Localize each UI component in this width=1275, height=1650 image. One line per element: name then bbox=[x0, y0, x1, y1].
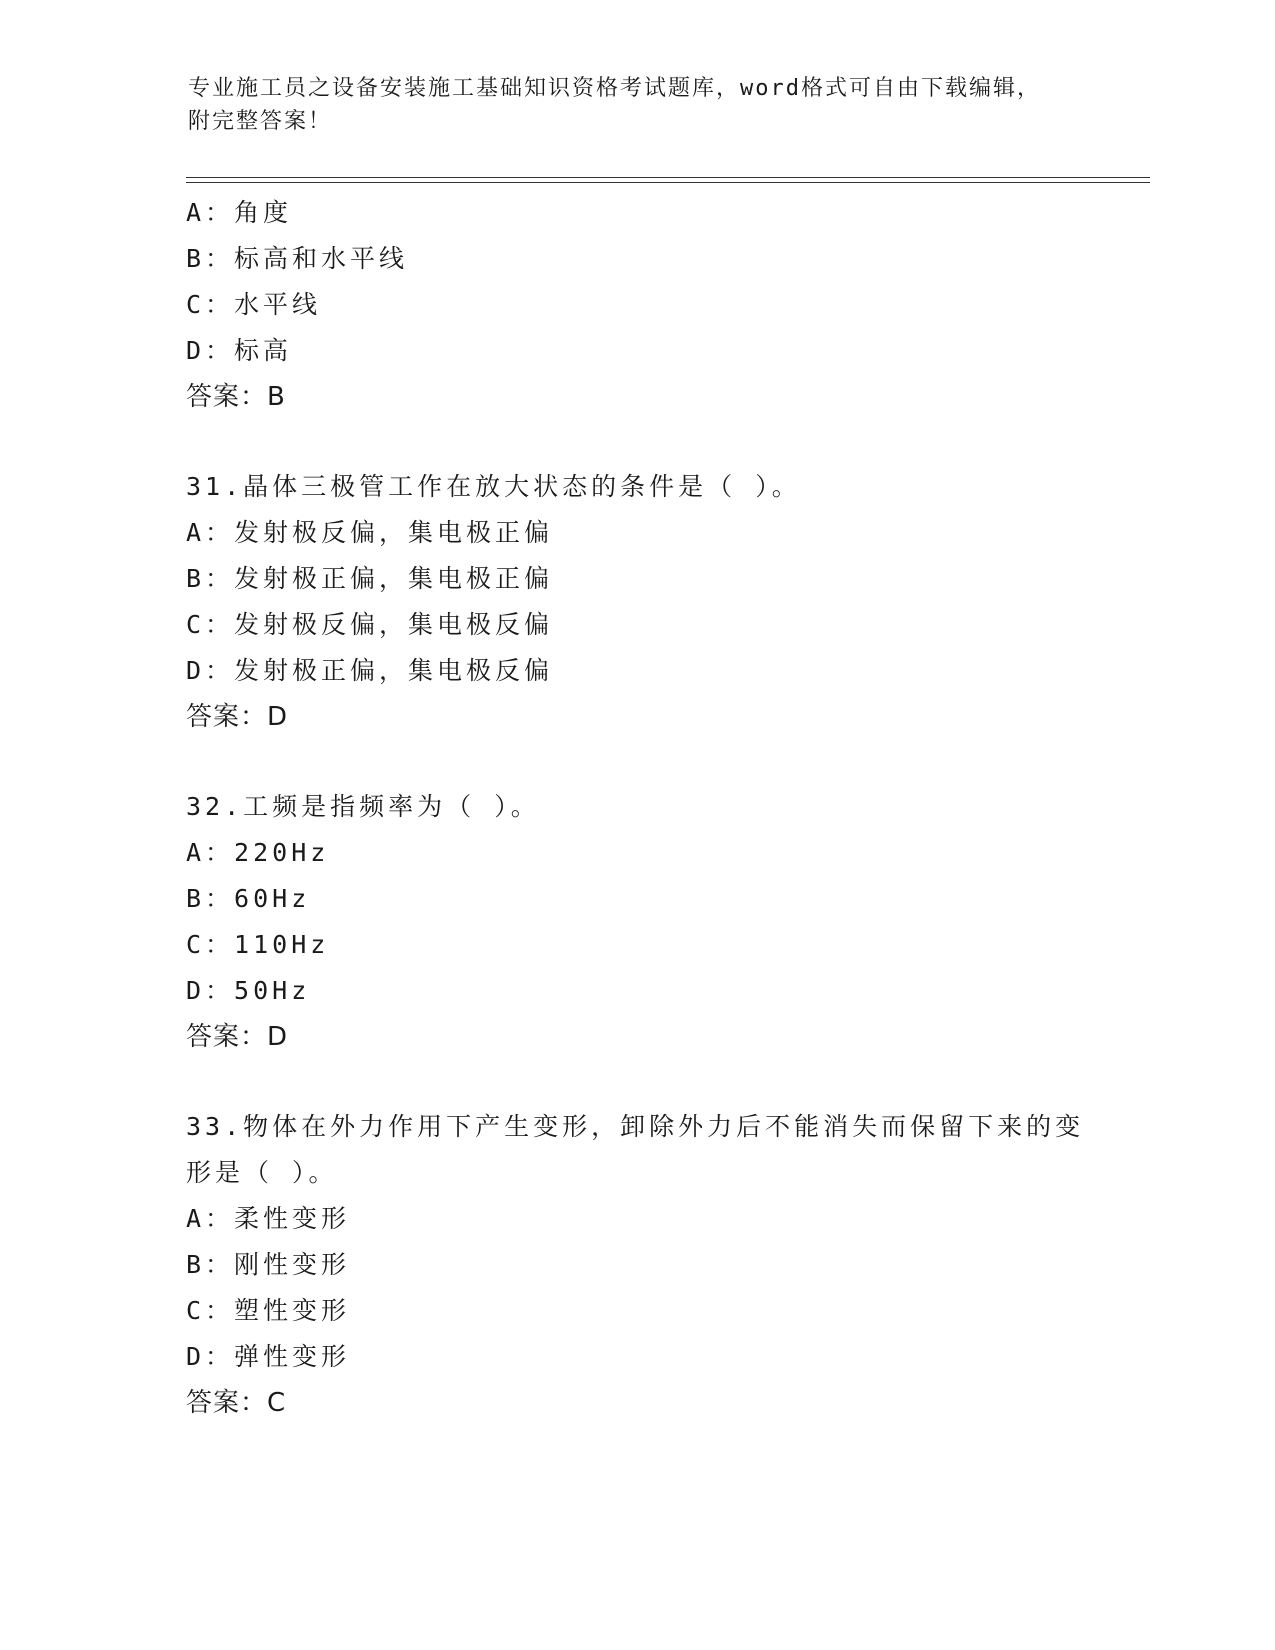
option-b: B：刚性变形 bbox=[186, 1250, 351, 1279]
option-a: A：发射极反偏，集电极正偏 bbox=[186, 518, 554, 547]
question-31 bbox=[186, 464, 1146, 740]
answer: 答案：D bbox=[186, 702, 289, 732]
question-list bbox=[186, 190, 1146, 1426]
option-a: A：柔性变形 bbox=[186, 1204, 351, 1233]
option-b: B：60Hz bbox=[186, 884, 311, 913]
option-c: C：水平线 bbox=[186, 290, 322, 319]
question-33 bbox=[186, 1104, 1146, 1426]
document-header bbox=[188, 72, 1088, 138]
option-d: D：发射极正偏，集电极反偏 bbox=[186, 656, 554, 685]
header-line-2: 附完整答案！ bbox=[188, 109, 333, 134]
option-d: D：50Hz bbox=[186, 976, 311, 1005]
option-c: C：110Hz bbox=[186, 930, 330, 959]
option-b: B：发射极正偏，集电极正偏 bbox=[186, 564, 554, 593]
option-d: D：标高 bbox=[186, 336, 293, 365]
question-30 bbox=[186, 190, 1146, 420]
answer: 答案：B bbox=[186, 382, 286, 412]
option-a: A：220Hz bbox=[186, 838, 330, 867]
answer: 答案：C bbox=[186, 1388, 287, 1418]
question-32 bbox=[186, 784, 1146, 1060]
question-text: 32.工频是指频率为（ ）。 bbox=[186, 792, 540, 821]
header-divider-top bbox=[186, 177, 1150, 178]
option-c: C：塑性变形 bbox=[186, 1296, 351, 1325]
option-b: B：标高和水平线 bbox=[186, 244, 409, 273]
answer: 答案：D bbox=[186, 1022, 289, 1052]
option-d: D：弹性变形 bbox=[186, 1342, 351, 1371]
question-text-line-2: 形是（ ）。 bbox=[186, 1158, 338, 1187]
option-a: A：角度 bbox=[186, 198, 293, 227]
option-c: C：发射极反偏，集电极反偏 bbox=[186, 610, 554, 639]
header-divider-bottom bbox=[186, 182, 1150, 183]
header-line-1: 专业施工员之设备安装施工基础知识资格考试题库，word格式可自由下载编辑， bbox=[188, 76, 1041, 101]
question-text-line-1: 33.物体在外力作用下产生变形，卸除外力后不能消失而保留下来的变 bbox=[186, 1112, 1085, 1141]
question-text: 31.晶体三极管工作在放大状态的条件是（ ）。 bbox=[186, 472, 801, 501]
